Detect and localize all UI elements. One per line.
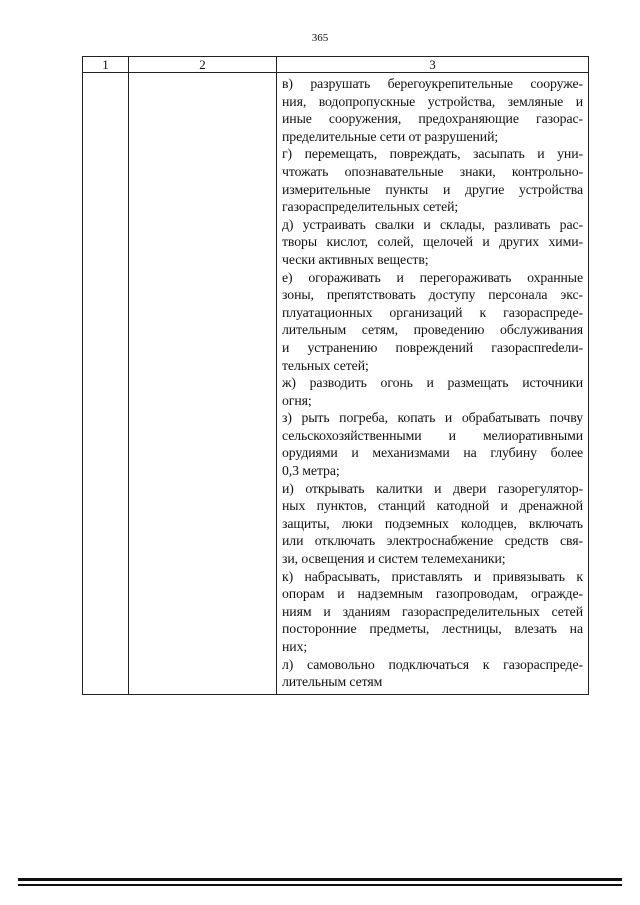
column-header-3: 3 <box>277 57 589 73</box>
list-item <box>282 216 583 269</box>
text-line: тельных сетей; <box>282 357 369 373</box>
list-item <box>282 75 583 145</box>
text-line: посторонние предметы, лестницы, влезать на <box>282 621 583 637</box>
list-item <box>282 568 583 656</box>
text-line: них; <box>282 639 308 654</box>
text-line: зоны, препятствовать доступу персонала экс- <box>282 287 583 303</box>
text-line: г) перемещать, повреждать, засыпать и уни- <box>282 146 583 162</box>
text-line: чтожать опознавательные знаки, контрольно- <box>282 163 583 179</box>
table-cell-col-3 <box>277 73 589 695</box>
text-line: л) самовольно подключаться к газораспреде- <box>282 656 583 672</box>
text-line: опорам и надземным газопроводам, огражде- <box>282 586 583 602</box>
text-line: лительным сетям <box>282 674 383 690</box>
text-line: иные сооружения, предохраняющие газорас- <box>282 111 583 127</box>
table-header-row <box>83 57 589 73</box>
text-line: пределительные сети от разрушений; <box>282 128 499 144</box>
text-line: 0,3 метра; <box>282 463 340 479</box>
text-line: и) открывать калитки и двери газорегулятор- <box>282 480 583 496</box>
list-item <box>282 656 583 691</box>
text-line: орудиями и механизмами на глубину более <box>282 445 583 461</box>
text-line: чески активных веществ; <box>282 251 429 267</box>
text-line: д) устраивать свалки и склады, разливать рас- <box>282 216 583 232</box>
text-line: или отключать электроснабжение средств свя- <box>282 533 583 549</box>
document-table <box>82 56 589 695</box>
table-cell-col-2 <box>129 73 277 695</box>
text-line: лительным сетям, проведению обслуживания <box>282 322 583 338</box>
text-line: в) разрушать берегоукрепительные сооруже- <box>282 76 583 91</box>
text-line: плуатационных организаций к газораспреде- <box>282 304 583 320</box>
text-line: ж) разводить огонь и размещать источники <box>282 375 583 391</box>
text-line: сельскохозяйственными и мелиоративными <box>282 427 583 443</box>
text-line: огня; <box>282 392 312 408</box>
table-cell-col-1 <box>83 73 129 695</box>
bottom-rule-thin <box>18 884 622 886</box>
text-line: з) рыть погреба, копать и обрабатывать почву <box>282 410 583 426</box>
text-line: е) огораживать и перегораживать охранные <box>282 269 583 285</box>
list-item <box>282 269 583 375</box>
list-item <box>282 374 583 409</box>
page-number: 365 <box>311 32 329 44</box>
column-header-2: 2 <box>129 57 277 73</box>
table-row <box>83 73 589 695</box>
text-line: газораспределительных сетей; <box>282 199 459 215</box>
bottom-rule-thick <box>18 878 622 881</box>
list-item <box>282 480 583 568</box>
text-line: к) набрасывать, приставлять и привязывать к <box>282 568 583 584</box>
list-item <box>282 145 583 215</box>
text-line: защиты, люки подземных колодцев, включать <box>282 515 583 531</box>
list-item <box>282 409 583 479</box>
text-line: измерительные пункты и другие устройства <box>282 181 583 197</box>
column-header-1: 1 <box>83 57 129 73</box>
text-line: ных пунктов, станций катодной и дренажной <box>282 498 583 514</box>
text-line: творы кислот, солей, щелочей и других хими- <box>282 234 583 250</box>
text-line: зи, освещения и систем телемеханики; <box>282 551 506 567</box>
text-line: ния, водопропускные устройства, земляные и <box>282 93 583 109</box>
text-line: и устранению повреждений газораспredели- <box>282 339 583 355</box>
text-line: ниям и зданиям газораспределительных сетей <box>282 603 583 619</box>
